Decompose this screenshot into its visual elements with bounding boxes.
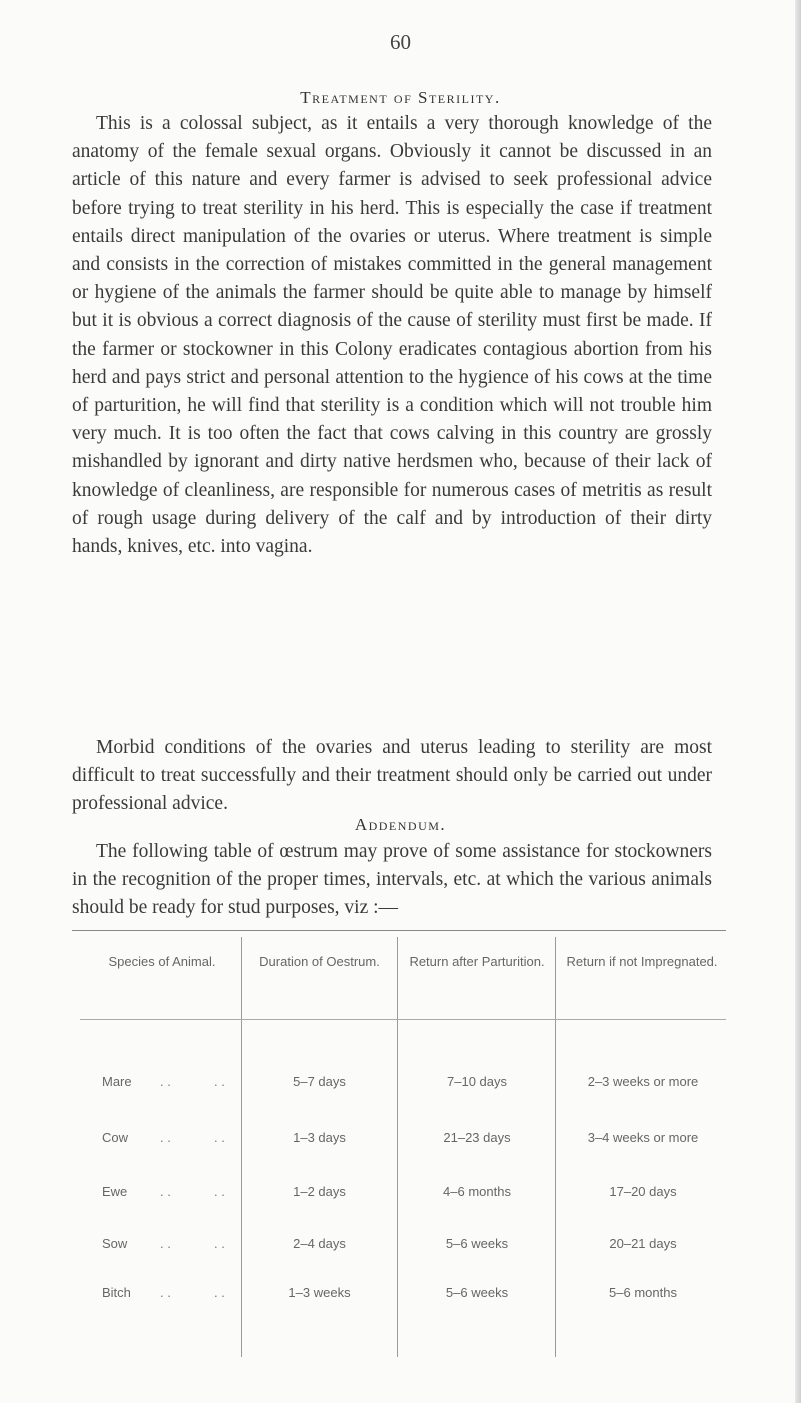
cell-if-not-impregnated: 5–6 months <box>609 1285 677 1300</box>
cell-duration: 1–3 days <box>293 1130 346 1145</box>
leader-dots: . . <box>214 1130 225 1145</box>
cell-species: Ewe <box>102 1184 128 1199</box>
header-species: Species of Animal. <box>108 954 216 969</box>
cell-species: Mare <box>102 1074 132 1089</box>
cell-duration: 1–3 weeks <box>288 1285 351 1300</box>
cell-if-not-impregnated: 2–3 weeks or more <box>587 1074 699 1089</box>
paragraph-treatment: This is a colossal subject, as it entails a very thorough knowledge of the anatomy of the female sexual organs. Obviously it cannot be discussed in an article of this nature and every farmer is advised to seek professional advice before trying to treat sterility in his herd. This is especially the case if treatment entails direct manipulation of the ovaries or uterus. Where treatment is simple and consists in the correction of mistakes committed in the general management or hygiene of the animals the farmer should be quite able to manage by himself but it is obvious a correct diagnosis of the cause of sterility must first be made. If the farmer or stockowner in this Colony eradicates contagious abortion from his herd and pays strict and personal attention to the hygience of his cows at the time of parturition, he will find that sterility is a condition which will not trouble him very much. It is too often the fact that cows calving in this country are grossly mishandled by ignorant and dirty native herdsmen who, because of their lack of knowledge of cleanliness, are responsible for numerous cases of metritis as result of rough usage during delivery of the calf and by introduction of their dirty hands, knives, etc. into vagina. <box>72 113 712 558</box>
leader-dots: . . <box>214 1184 225 1199</box>
leader-dots: . . <box>160 1074 171 1089</box>
cell-if-not-impregnated: 17–20 days <box>609 1184 677 1199</box>
cell-species: Cow <box>102 1130 129 1145</box>
page-number: 60 <box>390 30 411 54</box>
section-title-addendum: Addendum. <box>354 815 447 834</box>
paragraph-addendum: The following table of œstrum may prove of some assistance for stockowners in the recognition of the proper times, intervals, etc. at which the various animals should be ready for stud purposes, viz :— <box>72 841 712 919</box>
leader-dots: . . <box>214 1074 225 1089</box>
header-return-after-parturition: Return after Parturition. <box>409 954 545 969</box>
cell-after-parturition: 5–6 weeks <box>445 1285 509 1300</box>
leader-dots: . . <box>214 1285 225 1300</box>
cell-species: Sow <box>102 1236 128 1251</box>
cell-after-parturition: 21–23 days <box>443 1130 511 1145</box>
cell-duration: 2–4 days <box>293 1236 346 1251</box>
paragraph-morbid-conditions: Morbid conditions of the ovaries and uterus leading to sterility are most difficult to treat successfully and their treatment should only be carried out under professional advice. <box>72 737 712 815</box>
table-row <box>72 1130 726 1158</box>
header-duration: Duration of Oestrum. <box>259 954 380 969</box>
cell-duration: 1–2 days <box>293 1184 346 1199</box>
table-row <box>72 1184 726 1212</box>
table-row <box>72 1074 726 1102</box>
cell-after-parturition: 5–6 weeks <box>445 1236 509 1251</box>
cell-after-parturition: 4–6 months <box>443 1184 511 1199</box>
table-row <box>72 1285 726 1313</box>
cell-if-not-impregnated: 3–4 weeks or more <box>587 1130 699 1145</box>
page-edge-shadow <box>795 0 801 1403</box>
leader-dots: . . <box>160 1285 171 1300</box>
cell-if-not-impregnated: 20–21 days <box>609 1236 677 1251</box>
leader-dots: . . <box>160 1184 171 1199</box>
cell-duration: 5–7 days <box>293 1074 346 1089</box>
leader-dots: . . <box>214 1236 225 1251</box>
cell-after-parturition: 7–10 days <box>447 1074 507 1089</box>
section-title-treatment: Treatment of Sterility. <box>300 88 501 107</box>
cell-species: Bitch <box>102 1285 131 1300</box>
header-return-if-not-impregnated: Return if not Impregnated. <box>566 954 718 969</box>
leader-dots: . . <box>160 1130 171 1145</box>
table-row <box>72 1236 726 1264</box>
oestrum-table <box>72 931 726 1381</box>
leader-dots: . . <box>160 1236 171 1251</box>
header-rule <box>80 1019 726 1020</box>
